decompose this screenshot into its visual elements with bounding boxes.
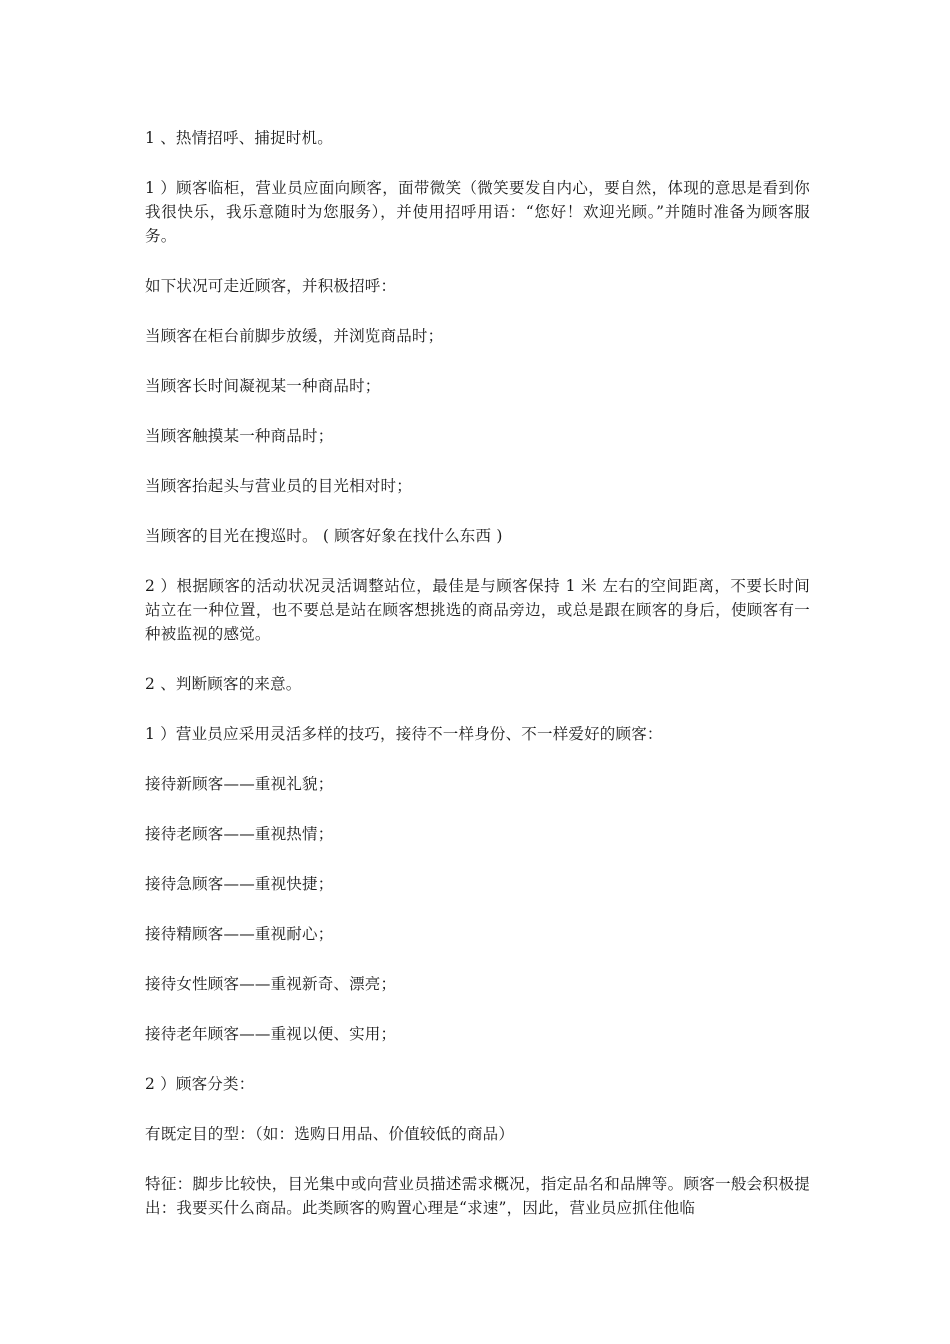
list-item: 当顾客触摸某一种商品时；	[145, 427, 334, 445]
paragraph-type-definite: 有既定目的型：（如：选购日用品、价值较低的商品）	[145, 1125, 515, 1143]
paragraph-characteristics: 特征：脚步比较快，目光集中或向营业员描述需求概况，指定品名和品牌等。顾客一般会积极提出：我要买什么商品。此类顾客的购置心理是“求速”，因此，营业员应抓住他临	[145, 1175, 810, 1217]
list-item: 接待急顾客——重视快捷；	[145, 875, 334, 893]
list-item: 接待新顾客——重视礼貌；	[145, 775, 334, 793]
section-heading-2: 2 、判断顾客的来意。	[145, 675, 302, 693]
paragraph-position: 2 ）根据顾客的活动状况灵活调整站位，最佳是与顾客保持 1 米 左右的空间距离，不要长时间站立在一种位置，也不要总是站在顾客想挑选的商品旁边，或总是跟在顾客的身后，使顾客有一种被监视的感觉。	[145, 577, 810, 643]
list-item: 当顾客抬起头与营业员的目光相对时；	[145, 477, 412, 495]
list-item: 接待老年顾客——重视以便、实用；	[145, 1025, 397, 1043]
paragraph-approach-intro: 如下状况可走近顾客，并积极招呼：	[145, 277, 397, 295]
list-item: 接待精顾客——重视耐心；	[145, 925, 334, 943]
paragraph-classification: 2 ）顾客分类：	[145, 1075, 255, 1093]
paragraph-techniques: 1 ）营业员应采用灵活多样的技巧，接待不一样身份、不一样爱好的顾客：	[145, 725, 663, 743]
list-item: 接待女性顾客——重视新奇、漂亮；	[145, 975, 397, 993]
paragraph-greeting: 1 ）顾客临柜，营业员应面向顾客，面带微笑（微笑要发自内心，要自然，体现的意思是看到你我很快乐，我乐意随时为您服务），并使用招呼用语：“您好！欢迎光顾。”并随时准备为顾客服务。	[145, 179, 810, 245]
list-item: 当顾客的目光在搜巡时。 ( 顾客好象在找什么东西 )	[145, 527, 503, 545]
list-item: 当顾客在柜台前脚步放缓，并浏览商品时；	[145, 327, 444, 345]
section-heading-1: 1 、热情招呼、捕捉时机。	[145, 129, 333, 147]
list-item: 当顾客长时间凝视某一种商品时；	[145, 377, 381, 395]
document-body	[145, 126, 810, 1220]
list-item: 接待老顾客——重视热情；	[145, 825, 334, 843]
